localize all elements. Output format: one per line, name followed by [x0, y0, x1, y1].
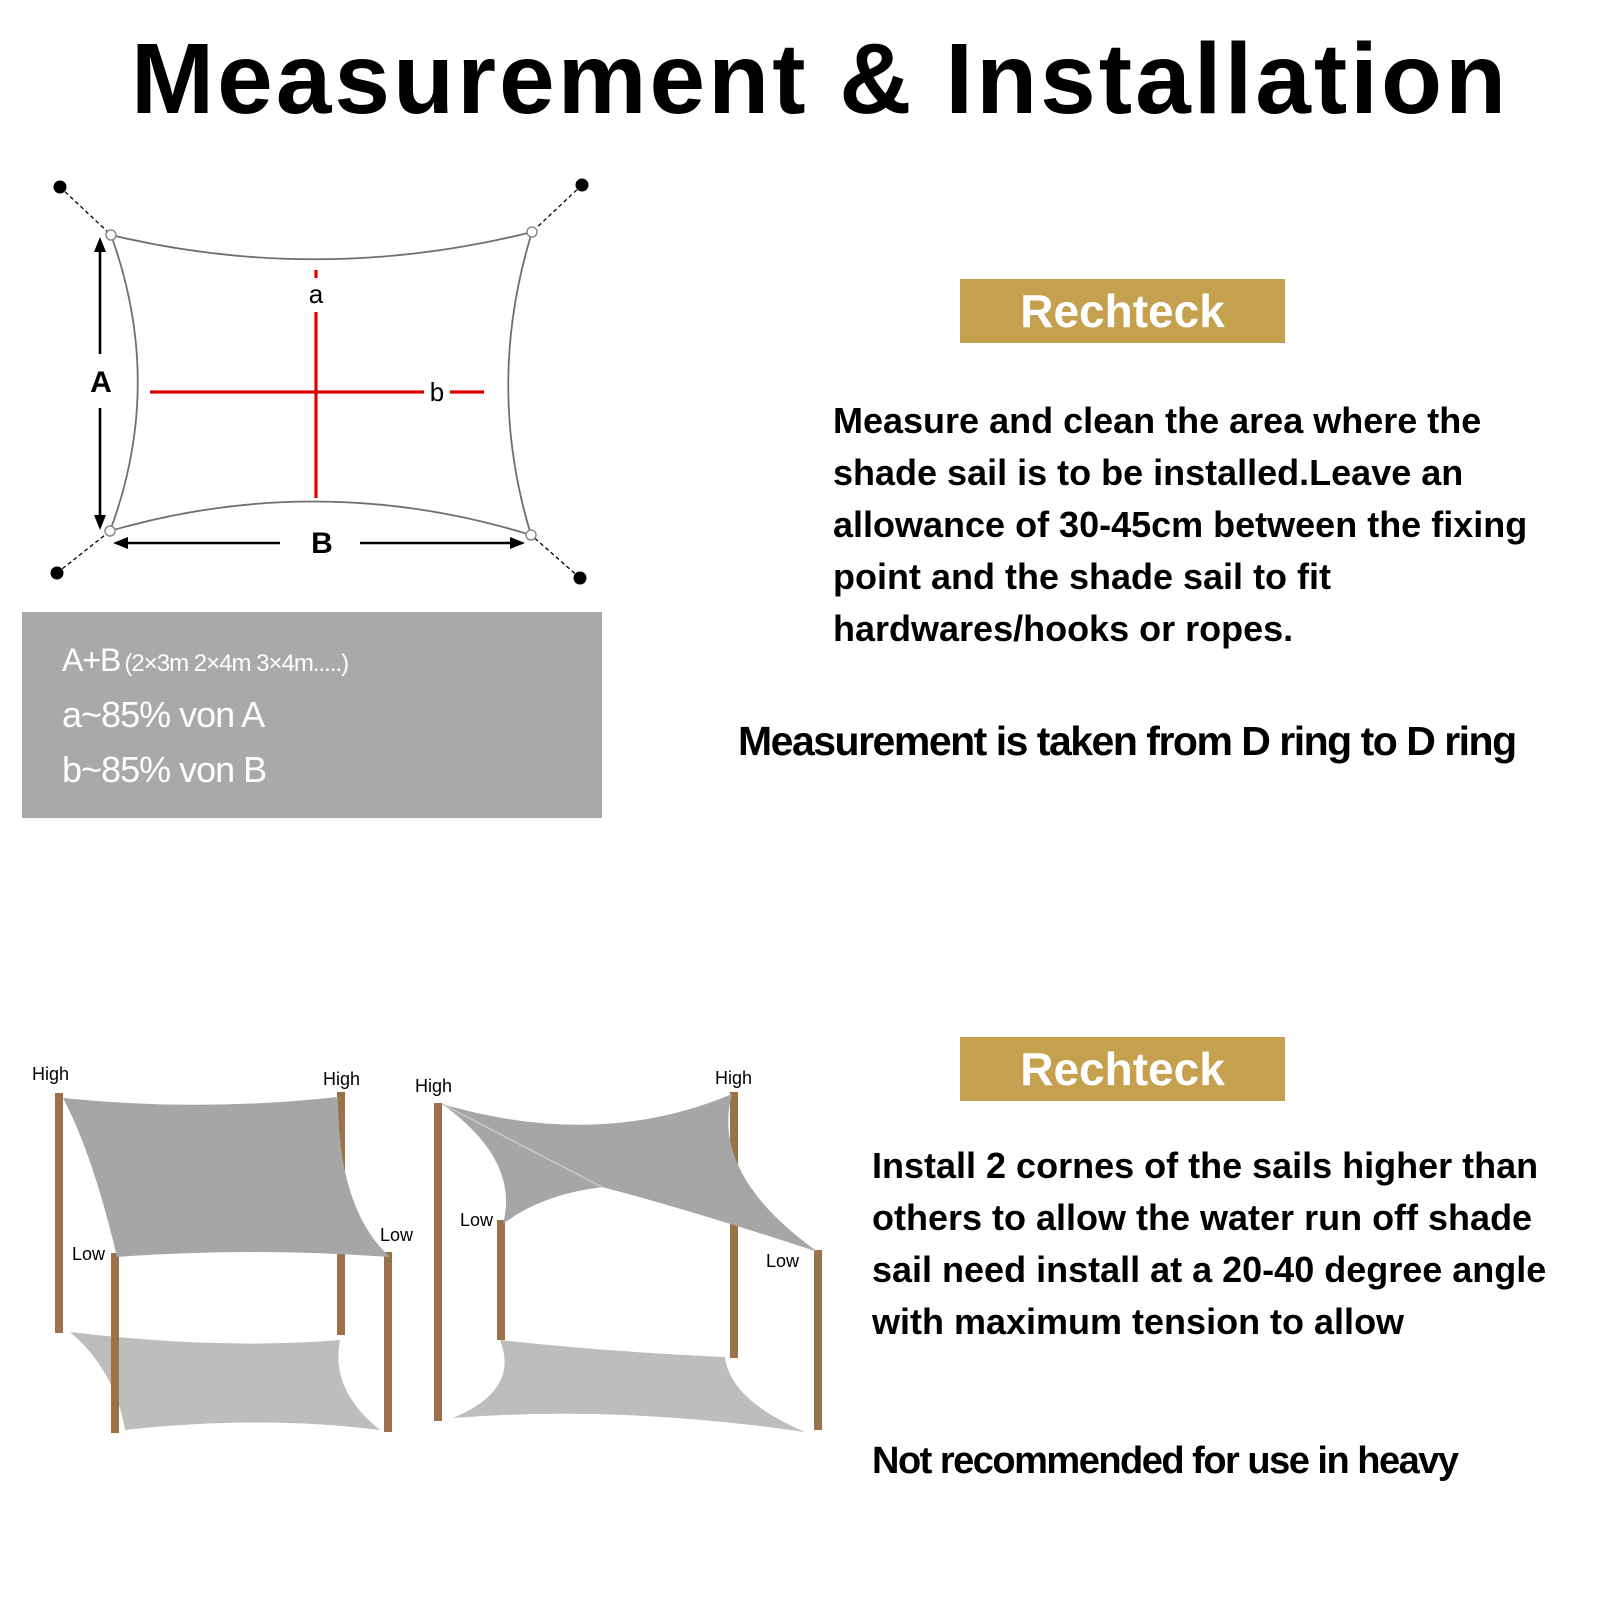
- arrow-head: [94, 237, 106, 252]
- measurement-instructions: Measure and clean the area where the shade sail is to be installed.Leave an allowance of 30-45cm between the fixing point and the shade sail to fit hardwares/hooks or ropes.: [833, 400, 1528, 649]
- shape-badge-2: Rechteck: [960, 1037, 1285, 1101]
- size-line-2: a~85% von A: [62, 694, 265, 735]
- d-ring: [527, 227, 537, 237]
- fixing-point: [54, 181, 67, 194]
- d-rings: [105, 227, 537, 540]
- size-formula: A+B: [62, 642, 121, 678]
- label-high: High: [323, 1069, 361, 1089]
- installation-illustration: [0, 1040, 840, 1440]
- measurement-diagram: [0, 160, 620, 610]
- sail-shadow: [453, 1340, 805, 1432]
- scene-left: [32, 1064, 414, 1433]
- label-high: High: [415, 1076, 453, 1096]
- label-low: Low: [72, 1244, 106, 1264]
- label-b-small: b: [429, 377, 445, 407]
- label-B: B: [311, 527, 333, 560]
- label-high: High: [32, 1064, 70, 1084]
- label-a-small: a: [308, 279, 324, 309]
- tie-lines: [57, 185, 582, 578]
- d-ring: [526, 530, 536, 540]
- size-line-3: b~85% von B: [62, 749, 267, 790]
- arrow-head: [510, 537, 525, 549]
- pole: [497, 1220, 505, 1340]
- pole: [55, 1093, 63, 1333]
- d-ring: [105, 526, 115, 536]
- fixing-point: [51, 567, 64, 580]
- page-title: Measurement & Installation: [130, 23, 1510, 135]
- fixing-point: [574, 572, 587, 585]
- label-high: High: [715, 1068, 753, 1088]
- pole: [384, 1252, 392, 1432]
- size-examples: (2×3m 2×4m 3×4m.....): [124, 650, 349, 677]
- pole: [814, 1250, 822, 1430]
- fixing-point: [576, 179, 589, 192]
- arrow-head: [113, 537, 128, 549]
- shape-badge-1: Rechteck: [960, 279, 1285, 343]
- scene-right: [415, 1068, 822, 1432]
- label-low: Low: [766, 1251, 800, 1271]
- label-A: A: [90, 366, 112, 399]
- d-ring: [106, 230, 116, 240]
- weather-note: Not recommended for use in heavy: [872, 1440, 1458, 1482]
- sail-outline: [110, 232, 532, 535]
- pole: [111, 1253, 119, 1433]
- arrow-head: [94, 515, 106, 530]
- pole: [434, 1103, 442, 1421]
- installation-instructions: Install 2 cornes of the sails higher than others to allow the water run off shade sail need install at a 20-40 degree angle with maximum tension to allow: [872, 1145, 1547, 1342]
- size-info-box: [22, 612, 602, 818]
- measurement-note: Measurement is taken from D ring to D ring: [738, 718, 1516, 764]
- label-low: Low: [460, 1210, 494, 1230]
- label-low: Low: [380, 1225, 414, 1245]
- size-line-1: [62, 642, 348, 679]
